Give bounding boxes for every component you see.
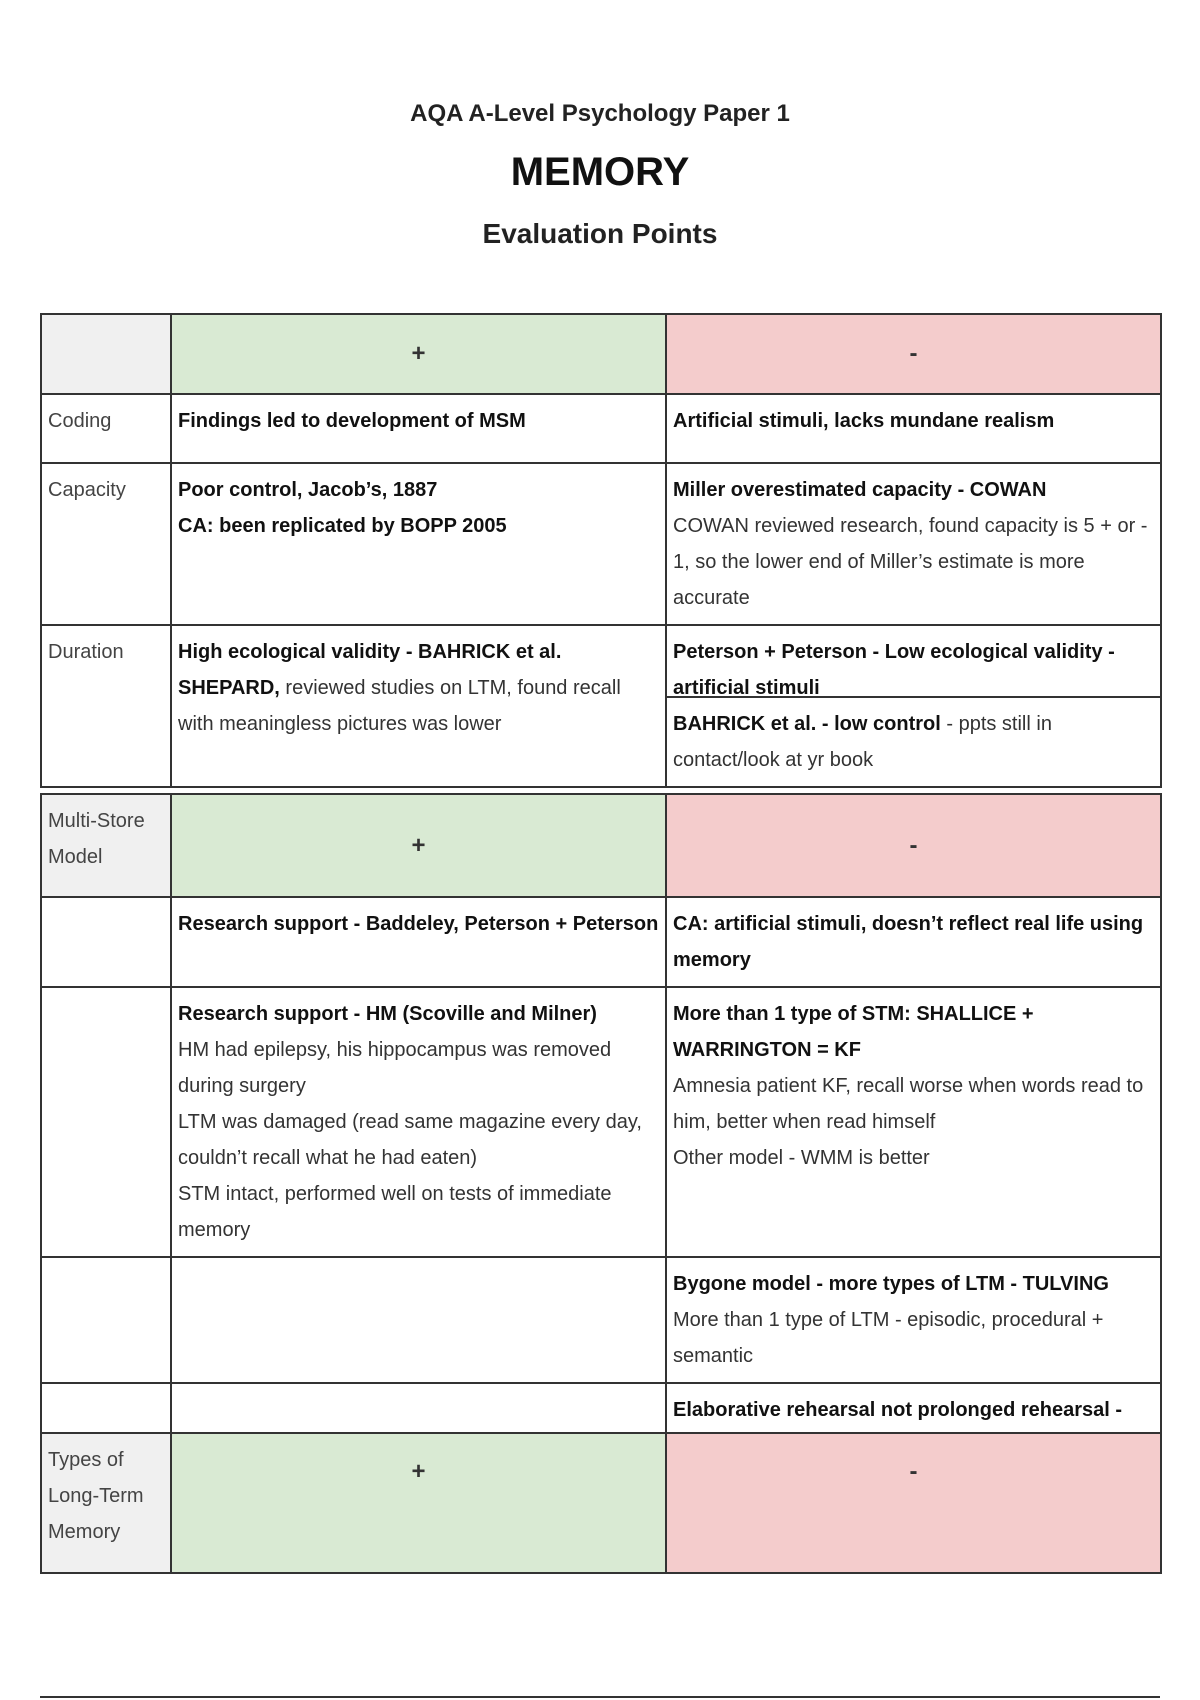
page-bottom-divider [40, 1696, 1160, 1698]
row-label: Capacity [41, 463, 171, 625]
negative-cell [666, 625, 1161, 787]
positive-point-detail: STM intact, performed well on tests of immediate memory [178, 1183, 612, 1241]
row-label [41, 987, 171, 1257]
negative-point-title: Bygone model - more types of LTM - TULVING [673, 1273, 1109, 1295]
positive-cell [171, 625, 666, 787]
table-row-capacity [41, 463, 1161, 625]
positive-point: Findings led to development of MSM [178, 410, 526, 432]
row-label [41, 897, 171, 987]
row-label [41, 1257, 171, 1383]
negative-subcell [667, 626, 1160, 699]
positive-point-detail: LTM was damaged (read same magazine every day, couldn’t recall what he had eaten) [178, 1111, 642, 1169]
positive-point: Research support - Baddeley, Peterson + Peterson [178, 913, 659, 935]
positive-cell [171, 987, 666, 1257]
negative-cell [666, 987, 1161, 1257]
negative-point: Peterson + Peterson - Low ecological validity - artificial stimuli [673, 641, 1115, 699]
positive-cell [171, 394, 666, 463]
positive-header: + [171, 314, 666, 394]
positive-point-title: Research support - HM (Scoville and Milner) [178, 1003, 597, 1025]
document-subheading: Evaluation Points [482, 218, 718, 249]
negative-header: - [666, 314, 1161, 394]
negative-cell [666, 1257, 1161, 1383]
row-label: Coding [41, 394, 171, 463]
table-row-duration [41, 625, 1161, 787]
positive-cell [171, 897, 666, 987]
positive-point: Poor control, Jacob’s, 1887 [178, 479, 438, 501]
negative-cell [666, 394, 1161, 463]
negative-header: - [666, 794, 1161, 897]
section-label: Multi-Store Model [41, 794, 171, 897]
negative-cell [666, 463, 1161, 625]
table-header-row [41, 314, 1161, 394]
positive-point: CA: been replicated by BOPP 2005 [178, 515, 507, 537]
document-subtitle: AQA A-Level Psychology Paper 1 [410, 100, 790, 127]
detail-text: reviewed studies on LTM, found recall with meaningless pictures was lower [178, 677, 621, 735]
table-header-row [41, 794, 1161, 897]
table-row-coding [41, 394, 1161, 463]
negative-header: - [666, 1433, 1161, 1573]
evaluation-table-memory-features [40, 313, 1162, 788]
positive-cell [171, 463, 666, 625]
negative-point-detail: COWAN reviewed research, found capacity is 5 + or - 1, so the lower end of Miller’s estimate is more accurate [673, 515, 1148, 609]
negative-point: CA: artificial stimuli, doesn’t reflect real life using memory [673, 913, 1144, 971]
positive-point-detail [178, 670, 659, 742]
negative-point-title: BAHRICK et al. - low control [673, 713, 941, 735]
negative-point-title: More than 1 type of STM: SHALLICE + WARRINGTON = KF [673, 1003, 1034, 1061]
negative-point-detail: - ppts still in contact/look at yr book [673, 713, 1052, 771]
document-title: MEMORY [510, 150, 690, 194]
row-label: Duration [41, 625, 171, 787]
positive-point-title: High ecological validity - BAHRICK et al. [178, 641, 562, 663]
negative-point-detail: More than 1 type of LTM - episodic, procedural + semantic [673, 1309, 1104, 1367]
evaluation-table-multi-store-model [40, 793, 1162, 1488]
table-row [41, 897, 1161, 987]
negative-cell [666, 897, 1161, 987]
negative-point-title: Miller overestimated capacity - COWAN [673, 479, 1047, 501]
positive-header: + [171, 794, 666, 897]
table-row [41, 1257, 1161, 1383]
positive-header: + [171, 1433, 666, 1573]
section-label: Types of Long-Term Memory [41, 1433, 171, 1573]
evaluation-table-types-of-ltm [40, 1432, 1162, 1574]
header-label-cell [41, 314, 171, 394]
negative-subcell [667, 696, 1160, 786]
table-header-row [41, 1433, 1161, 1573]
researcher-name: SHEPARD, [178, 677, 280, 699]
positive-point-detail: HM had epilepsy, his hippocampus was removed during surgery [178, 1039, 612, 1097]
negative-point-title: Elaborative rehearsal not prolonged rehearsal - [673, 1399, 1123, 1421]
negative-point-detail: Other model - WMM is better [673, 1147, 930, 1169]
table-row [41, 987, 1161, 1257]
negative-point-detail: Amnesia patient KF, recall worse when words read to him, better when read himself [673, 1075, 1144, 1133]
positive-cell [171, 1257, 666, 1383]
negative-point: Artificial stimuli, lacks mundane realism [673, 410, 1055, 432]
